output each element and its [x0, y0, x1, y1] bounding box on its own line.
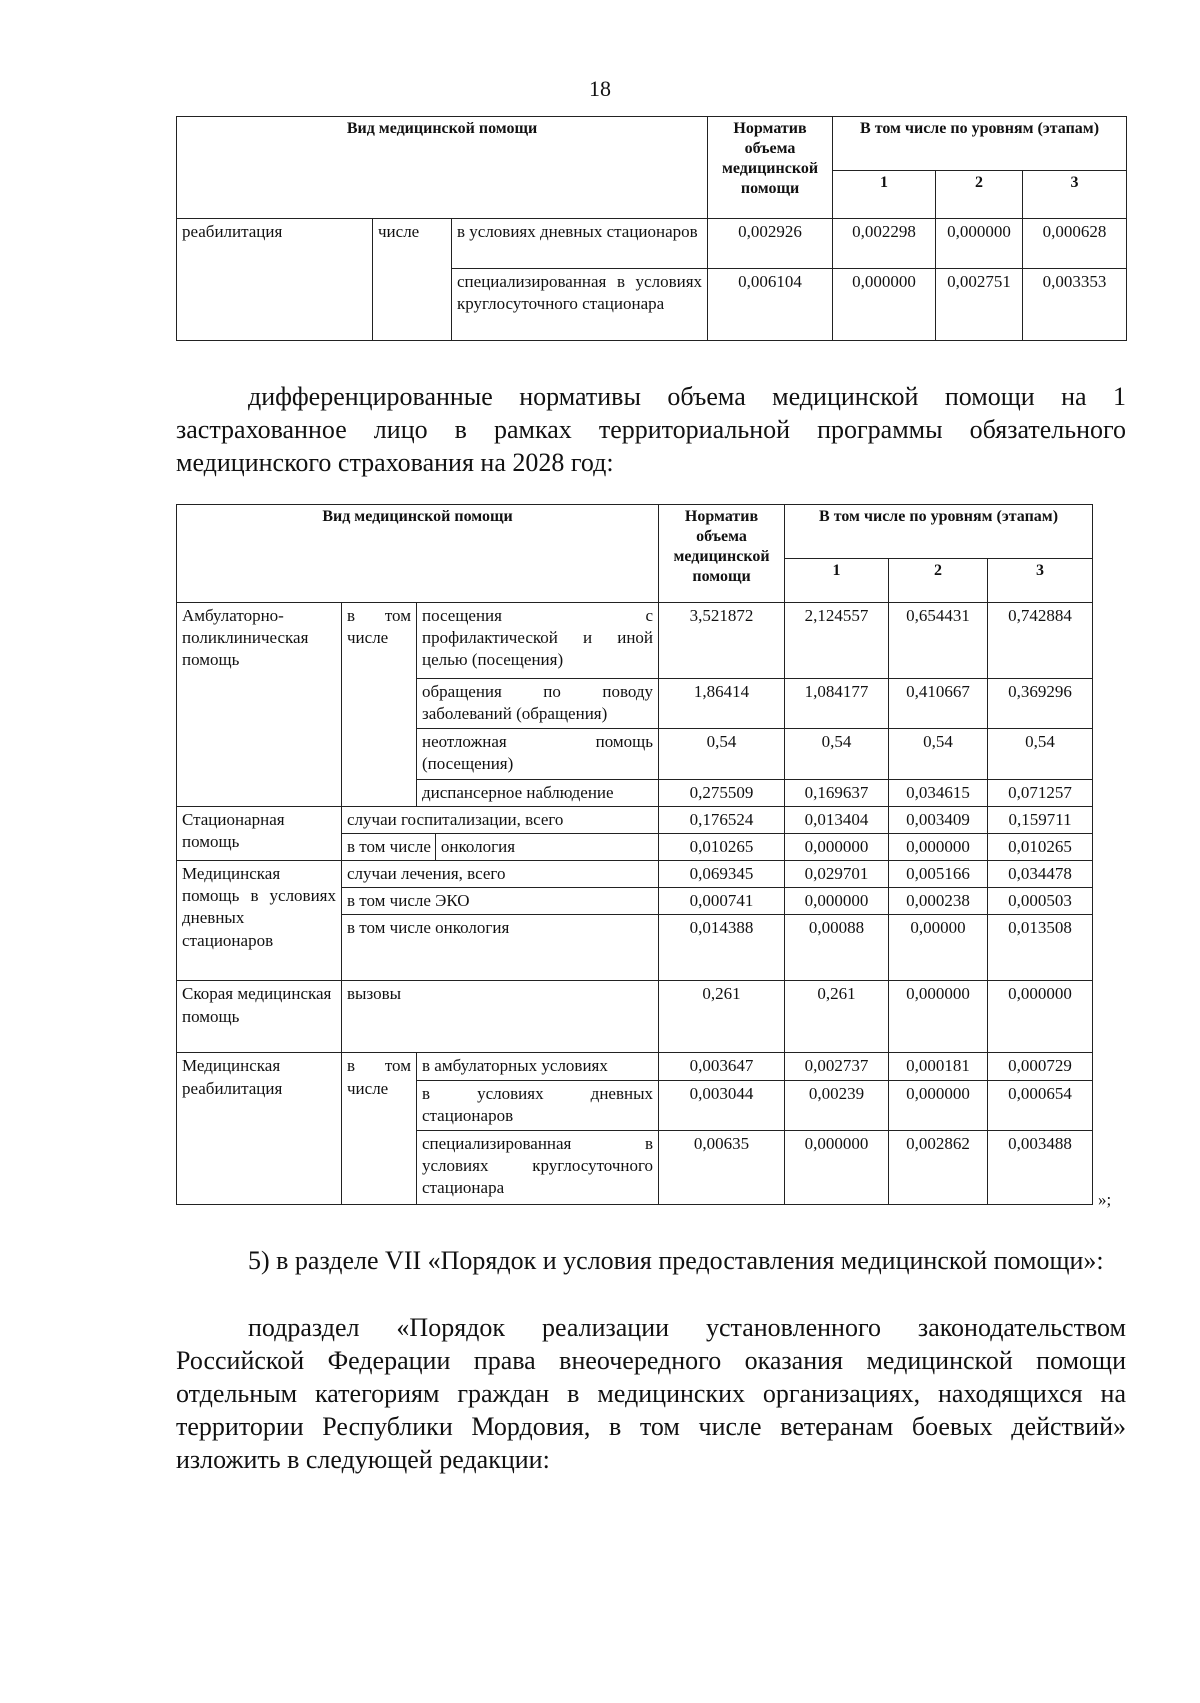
- cell-level-2: 0,000238: [889, 888, 988, 915]
- header-level-1: 1: [785, 559, 889, 603]
- cell-level-1: 0,54: [785, 729, 889, 780]
- header-levels: В том числе по уровням (этапам): [785, 505, 1093, 559]
- cell-norm: 1,86414: [659, 679, 785, 729]
- cell-level-3: 0,742884: [988, 603, 1093, 679]
- row-label: случаи лечения, всего: [342, 861, 659, 888]
- group-label-day-hospital: Медицинская помощь в условиях дневных стационаров: [177, 861, 342, 981]
- cell-level-1: 0,00239: [785, 1080, 889, 1130]
- cell-norm: 0,069345: [659, 861, 785, 888]
- header-norm: Норматив объема медицинской помощи: [659, 505, 785, 603]
- row-label: вызовы: [342, 981, 659, 1053]
- row-label: в том числе ЭКО: [342, 888, 659, 915]
- cell-level-3: 0,003353: [1023, 269, 1127, 341]
- row-label: специализированная в условиях круглосуточного стационара: [452, 269, 708, 341]
- cell-norm: 0,003647: [659, 1053, 785, 1080]
- row-label: онкология: [440, 837, 516, 857]
- cell-level-2: 0,002751: [936, 269, 1023, 341]
- cell-norm: 0,176524: [659, 807, 785, 834]
- cell-level-2: 0,005166: [889, 861, 988, 888]
- row-label: обращения по поводу заболеваний (обращения): [417, 679, 659, 729]
- subsection-paragraph: [176, 1311, 1126, 1476]
- subgroup-label: в том числе: [342, 603, 417, 807]
- cell-norm: 0,54: [659, 729, 785, 780]
- cell-level-1: 0,029701: [785, 861, 889, 888]
- cell-level-2: 0,002862: [889, 1130, 988, 1204]
- table-row: [177, 603, 1093, 679]
- table-2028: [176, 504, 1093, 1205]
- cell-level-3: 0,003488: [988, 1130, 1093, 1204]
- row-label: неотложная помощь (посещения): [417, 729, 659, 780]
- table-row: [177, 861, 1093, 888]
- header-level-3: 3: [988, 559, 1093, 603]
- cell-norm: 0,003044: [659, 1080, 785, 1130]
- intro-paragraph: [176, 380, 1126, 479]
- cell-norm: 0,002926: [708, 219, 833, 269]
- subgroup-label: в том числе: [342, 1053, 417, 1204]
- cell-level-2: 0,54: [889, 729, 988, 780]
- row-label-split: [342, 834, 659, 861]
- intro-paragraph-text: дифференцированные нормативы объема медицинской помощи на 1 застрахованное лицо в рамках территориальной программы обязательного медицинского страхования на 2028 год:: [176, 382, 1126, 477]
- row-subgroup-label: числе: [373, 219, 452, 341]
- cell-norm: 0,000741: [659, 888, 785, 915]
- table-row: [177, 981, 1093, 1053]
- header-level-2: 2: [936, 171, 1023, 219]
- table-2027-continuation: [176, 116, 1127, 341]
- row-label: в условиях дневных стационаров: [417, 1080, 659, 1130]
- group-label-stationary: Стационарная помощь: [177, 807, 342, 861]
- header-kind: Вид медицинской помощи: [177, 505, 659, 603]
- cell-norm: 3,521872: [659, 603, 785, 679]
- cell-norm: 0,275509: [659, 780, 785, 807]
- section5-paragraph: [176, 1244, 1126, 1277]
- cell-level-3: 0,369296: [988, 679, 1093, 729]
- cell-level-2: 0,000000: [889, 1080, 988, 1130]
- section5-paragraph-text: 5) в разделе VII «Порядок и условия предоставления медицинской помощи»:: [248, 1246, 1104, 1275]
- group-label-emergency: Скорая медицинская помощь: [177, 981, 342, 1053]
- cell-level-3: 0,013508: [988, 915, 1093, 981]
- cell-level-2: 0,654431: [889, 603, 988, 679]
- row-label: в том числе онкология: [342, 915, 659, 981]
- cell-level-1: 0,002737: [785, 1053, 889, 1080]
- group-label-ambulatory: Амбулаторно-поликлиническая помощь: [177, 603, 342, 807]
- cell-level-3: 0,000503: [988, 888, 1093, 915]
- cell-norm: 0,261: [659, 981, 785, 1053]
- cell-level-1: 0,00088: [785, 915, 889, 981]
- row-label: случаи госпитализации, всего: [342, 807, 659, 834]
- cell-level-1: 0,002298: [833, 219, 936, 269]
- cell-level-2: 0,410667: [889, 679, 988, 729]
- cell-level-3: 0,010265: [988, 834, 1093, 861]
- row-label: в условиях дневных стационаров: [452, 219, 708, 269]
- page-number: 18: [589, 76, 611, 101]
- header-level-1: 1: [833, 171, 936, 219]
- cell-level-1: 0,169637: [785, 780, 889, 807]
- table-row: [177, 807, 1093, 834]
- cell-level-3: 0,000654: [988, 1080, 1093, 1130]
- cell-level-1: 0,000000: [833, 269, 936, 341]
- cell-level-3: 0,071257: [988, 780, 1093, 807]
- row-sublabel: в том числе: [342, 834, 436, 860]
- cell-level-2: 0,034615: [889, 780, 988, 807]
- cell-level-2: 0,000000: [889, 981, 988, 1053]
- header-level-2: 2: [889, 559, 988, 603]
- cell-level-2: 0,00000: [889, 915, 988, 981]
- cell-level-2: 0,000000: [936, 219, 1023, 269]
- subsection-paragraph-text: подраздел «Порядок реализации установленного законодательством Российской Федерации права внеочередного оказания медицинской помощи отдельным категориям граждан в медицинских организациях, находящихся на территории Республики Мордовия, в том числе ветеранам боевых действий» изложить в следующей редакции:: [176, 1313, 1126, 1474]
- row-group-label: реабилитация: [177, 219, 373, 341]
- cell-norm: 0,014388: [659, 915, 785, 981]
- header-norm: Норматив объема медицинской помощи: [708, 117, 833, 219]
- cell-norm: 0,00635: [659, 1130, 785, 1204]
- cell-norm: 0,010265: [659, 834, 785, 861]
- cell-level-1: 0,261: [785, 981, 889, 1053]
- cell-level-3: 0,034478: [988, 861, 1093, 888]
- row-label: в амбулаторных условиях: [417, 1053, 659, 1080]
- cell-level-1: 2,124557: [785, 603, 889, 679]
- header-level-3: 3: [1023, 171, 1127, 219]
- cell-level-2: 0,003409: [889, 807, 988, 834]
- table-row: [177, 1053, 1093, 1080]
- quote-end-mark: »;: [1098, 1190, 1112, 1209]
- row-label: специализированная в условиях круглосуточного стационара: [417, 1130, 659, 1204]
- cell-level-3: 0,54: [988, 729, 1093, 780]
- row-label: диспансерное наблюдение: [417, 780, 659, 807]
- cell-level-3: 0,000729: [988, 1053, 1093, 1080]
- cell-level-3: 0,000000: [988, 981, 1093, 1053]
- cell-level-1: 1,084177: [785, 679, 889, 729]
- cell-level-2: 0,000181: [889, 1053, 988, 1080]
- cell-level-1: 0,000000: [785, 834, 889, 861]
- cell-level-3: 0,000628: [1023, 219, 1127, 269]
- cell-level-1: 0,000000: [785, 1130, 889, 1204]
- cell-norm: 0,006104: [708, 269, 833, 341]
- cell-level-2: 0,000000: [889, 834, 988, 861]
- header-kind: Вид медицинской помощи: [177, 117, 708, 219]
- cell-level-1: 0,000000: [785, 888, 889, 915]
- cell-level-1: 0,013404: [785, 807, 889, 834]
- table-row: [177, 219, 1127, 269]
- group-label-rehabilitation: Медицинская реабилитация: [177, 1053, 342, 1204]
- cell-level-3: 0,159711: [988, 807, 1093, 834]
- header-levels: В том числе по уровням (этапам): [833, 117, 1127, 171]
- row-label: посещения с профилактической и иной целью (посещения): [417, 603, 659, 679]
